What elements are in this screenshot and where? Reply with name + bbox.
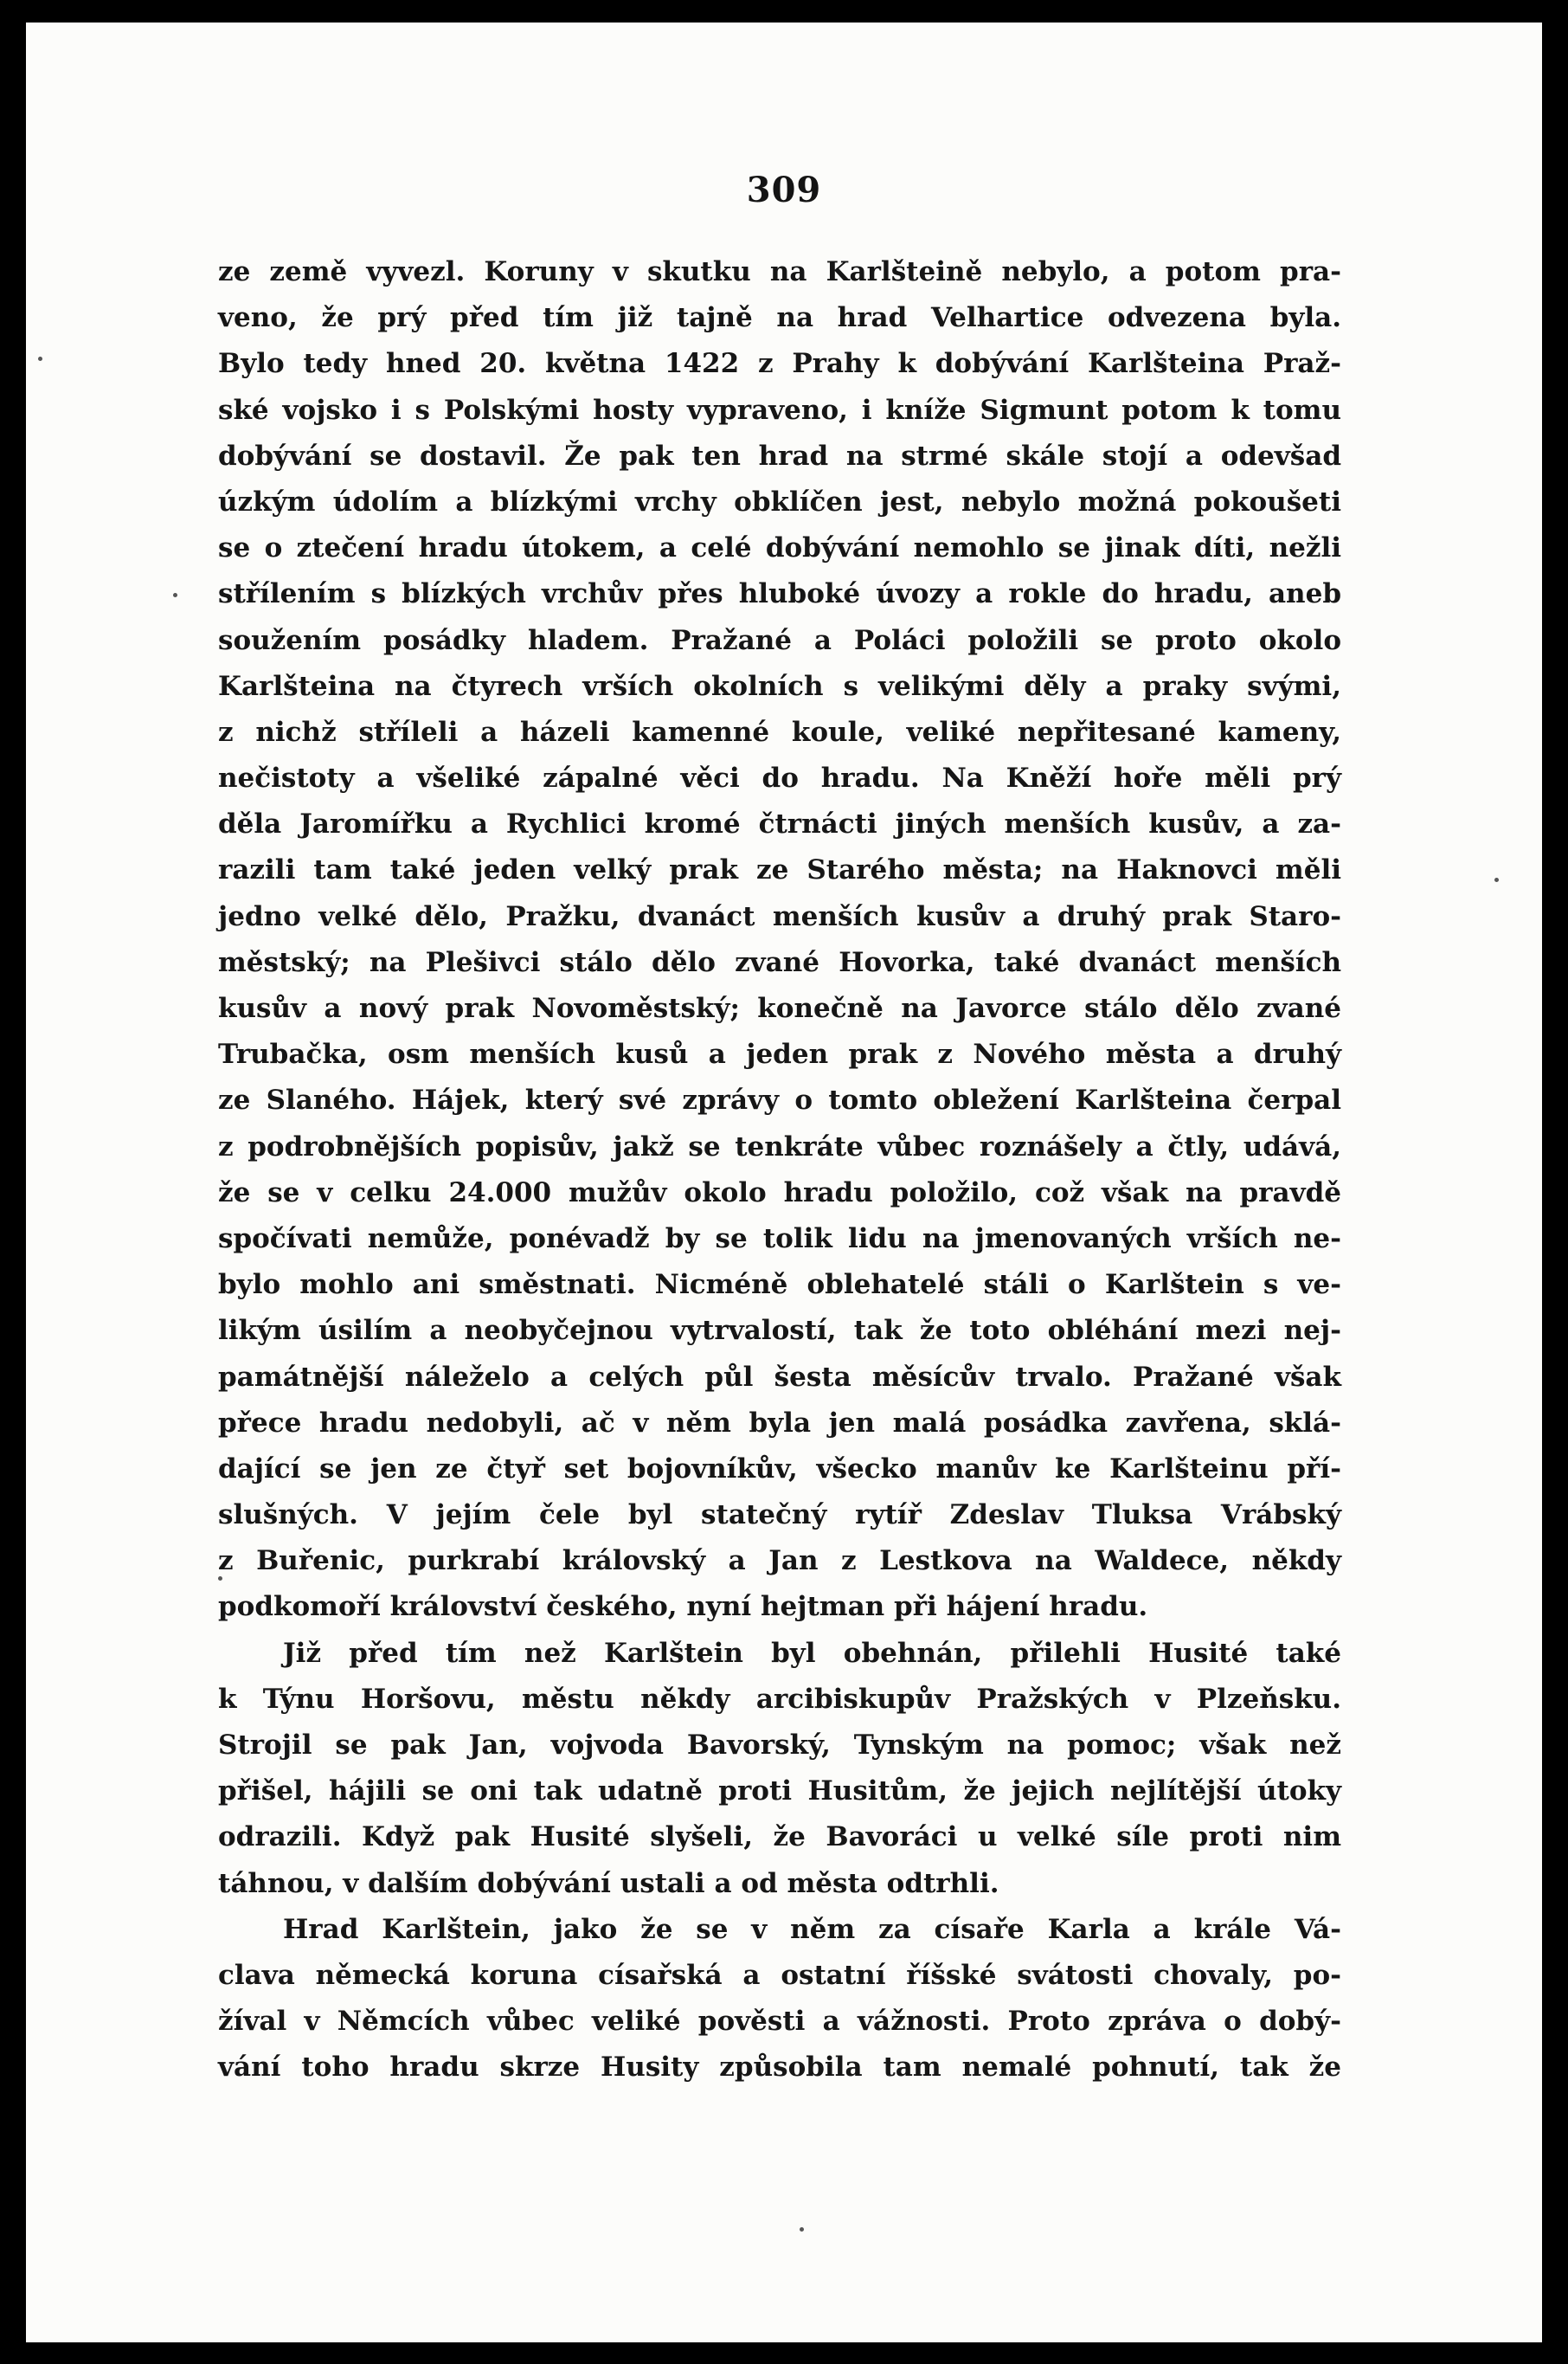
- text-line: odrazili. Když pak Husité slyšeli, že Bavoráci u velké síle proti nim: [218, 1821, 1341, 1853]
- text-line: ze země vyvezl. Koruny v skutku na Karlšteině nebylo, a potom pra-: [218, 256, 1341, 287]
- paper-speck: [800, 2227, 804, 2232]
- text-line: jedno velké dělo, Pražku, dvanáct menších kusův a druhý prak Staro-: [218, 900, 1341, 932]
- book-page: [26, 23, 1542, 2342]
- text-line: likým úsilím a neobyčejnou vytrvalostí, tak že toto obléhání mezi nej-: [218, 1315, 1341, 1347]
- text-line: dobývání se dostavil. Že pak ten hrad na strmé skále stojí a odevšad: [218, 440, 1341, 472]
- text-line: z nichž stříleli a házeli kamenné koule, veliké nepřitesané kameny,: [218, 716, 1341, 748]
- text-line: Karlšteina na čtyrech vrších okolních s velikými děly a praky svými,: [218, 670, 1341, 702]
- text-line: úzkým údolím a blízkými vrchy obklíčen jest, nebylo možná pokoušeti: [218, 486, 1341, 518]
- text-line: razili tam také jeden velký prak ze Starého města; na Haknovci měli: [218, 854, 1341, 886]
- text-line: nečistoty a všeliké zápalné věci do hradu. Na Kněží hoře měli prý: [218, 763, 1341, 795]
- text-line: že se v celku 24.000 mužův okolo hradu položilo, což však na pravdě: [218, 1176, 1341, 1208]
- text-line: střílením s blízkých vrchův přes hluboké úvozy a rokle do hradu, aneb: [218, 578, 1341, 610]
- text-line: se o ztečení hradu útokem, a celé dobývání nemohlo se jinak díti, nežli: [218, 532, 1341, 564]
- text-line: bylo mohlo ani směstnati. Nicméně oblehatelé stáli o Karlštein s ve-: [218, 1269, 1341, 1301]
- paper-speck: [1494, 878, 1499, 882]
- text-line: děla Jaromířku a Rychlici kromé čtrnácti jiných menších kusův, a za-: [218, 808, 1341, 841]
- text-line: žíval v Němcích vůbec veliké pověsti a vážnosti. Proto zpráva o dobý-: [218, 2006, 1341, 2038]
- page-number: 309: [746, 170, 822, 210]
- text-line: Trubačka, osm menších kusů a jeden prak z Nového města a druhý: [218, 1039, 1341, 1071]
- text-line: soužením posádky hladem. Pražané a Poláci položili se proto okolo: [218, 624, 1341, 656]
- text-line: přece hradu nedobyli, ač v něm byla jen malá posádka zavřena, sklá-: [218, 1407, 1341, 1439]
- text-line: slušných. V jejím čele byl statečný rytíř Zdeslav Tluksa Vrábský: [218, 1499, 1341, 1531]
- text-line: ze Slaného. Hájek, který své zprávy o tomto obležení Karlšteina čerpal: [218, 1085, 1341, 1117]
- text-line: přišel, hájili se oni tak udatně proti Husitům, že jejich nejlítější útoky: [218, 1775, 1341, 1807]
- paper-speck: [173, 593, 177, 597]
- body-text: [218, 249, 1341, 2091]
- text-line: Bylo tedy hned 20. května 1422 z Prahy k dobývání Karlšteina Praž-: [218, 348, 1341, 380]
- text-line: městský; na Plešivci stálo dělo zvané Hovorka, také dvanáct menších: [218, 946, 1341, 978]
- text-line: z podrobnějších popisův, jakž se tenkráte vůbec roznášely a čtly, udává,: [218, 1130, 1341, 1163]
- text-line: Již před tím než Karlštein byl obehnán, přilehli Husité také: [283, 1637, 1341, 1669]
- text-line: táhnou, v dalším dobývání ustali a od města odtrhli.: [218, 1867, 999, 1899]
- text-line: dající se jen ze čtyř set bojovníkův, všecko manův ke Karlšteinu pří-: [218, 1453, 1341, 1485]
- text-line: památnější náleželo a celých půl šesta měsícův trvalo. Pražané však: [218, 1361, 1341, 1393]
- text-line: spočívati nemůže, ponévadž by se tolik lidu na jmenovaných vrších ne-: [218, 1222, 1341, 1254]
- text-line: k Týnu Horšovu, městu někdy arcibiskupův Pražských v Plzeňsku.: [218, 1683, 1341, 1715]
- text-line: vání toho hradu skrze Husity způsobila tam nemalé pohnutí, tak že: [218, 2052, 1341, 2084]
- paper-speck: [38, 357, 42, 361]
- text-line: podkomoří království českého, nyní hejtman při hájení hradu.: [218, 1591, 1148, 1623]
- paper-speck: [218, 1576, 222, 1581]
- text-line: Hrad Karlštein, jako že se v něm za císaře Karla a krále Vá-: [283, 1913, 1341, 1945]
- text-line: kusův a nový prak Novoměstský; konečně na Javorce stálo dělo zvané: [218, 993, 1341, 1024]
- text-line: ské vojsko i s Polskými hosty vypraveno, i kníže Sigmunt potom k tomu: [218, 394, 1341, 426]
- text-line: veno, že prý před tím již tajně na hrad Velhartice odvezena byla.: [218, 302, 1341, 334]
- text-line: Strojil se pak Jan, vojvoda Bavorský, Tynským na pomoc; však než: [218, 1730, 1341, 1761]
- text-line: clava německá koruna císařská a ostatní říšské svátosti chovaly, po-: [218, 1959, 1341, 1991]
- text-line: z Buřenic, purkrabí královský a Jan z Lestkova na Waldece, někdy: [218, 1545, 1341, 1577]
